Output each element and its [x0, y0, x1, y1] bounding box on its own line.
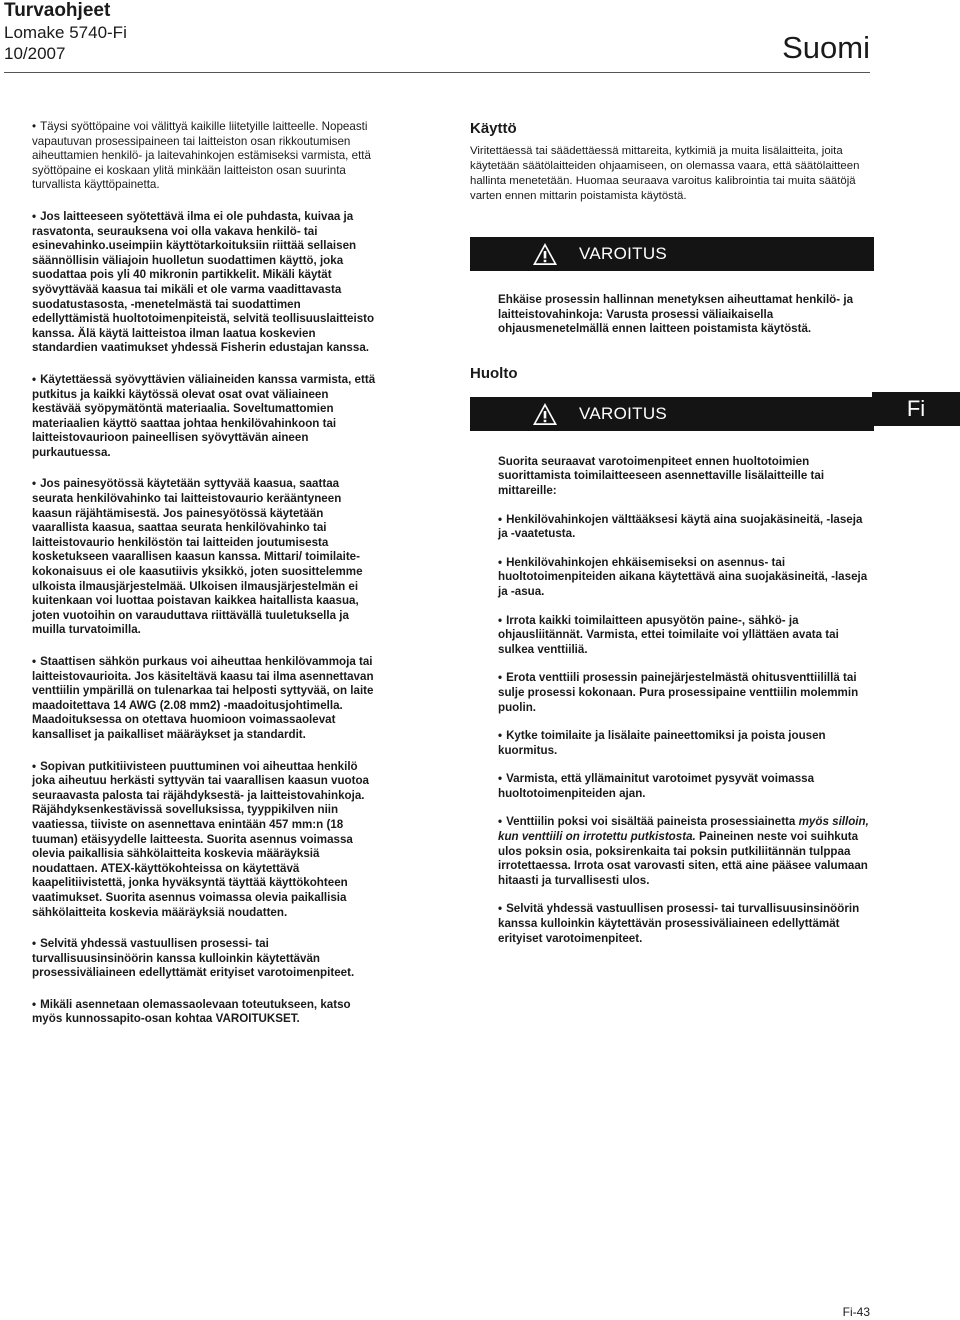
bullet-icon: •: [32, 372, 37, 386]
section-title-operation: Käyttö: [470, 120, 517, 137]
warning-label: VAROITUS: [579, 403, 668, 423]
list-item: • Jos laitteeseen syötettävä ilma ei ole puhdasta, kuivaa ja rasvatonta, seurauksena voi olla vakava henkilö- tai esinevahinko.useimpiin käyttötarkoituksiin riittää sellaisen säännöllisin väliajoin huolletun suodattimen käyttö, joka suodattaa pois yli 40 mikronin partikkelit. Mikäli käytät syövyttävää kaasua tai mikäli et ole varma vaadittavasta suodatustasosta, -menetelmästä tai suodattimen edellyttämistä huoltotoimenpiteistä, selvitä teollisuuslaitteisto kanssa. Älä käytä laitteistoa ilman laatua koskevien standardien vaatimukset yhdessä Fisherin edustajan kanssa.: [32, 209, 375, 355]
warning-banner: [470, 397, 874, 431]
italic-note: myös silloin, kun venttiili on irrotettu putkistosta.: [498, 815, 869, 844]
list-item: • Sopivan putkitiivisteen puuttuminen voi aiheuttaa henkilö joka aiheutuu herkästi syttyvän tai vaarallisen kaasun vuotoa seuraavasta palosta tai räjähdyksestä- ja laitteistovahinkoja. Räjähdyksenkestävissä sovelluksissa, tyyppikilven niin vaatiessa, tiiviste on asennettava enintään 457 mm:n (18 tuuman) etäisyydelle laitteesta. Suorita asennus voimassa olevia paikallisia sähkölaitteita koskevia määräyksiä noudattaen. ATEX-käyttökohteissa on käytettävä kaapelitiivistettä, jonka hyväksyntä täyttää käyttökohteen vaatimukset. Suorita asennus voimassa olevia paikallisia sähkölaitteita koskevia määräyksiä noudatten.: [32, 759, 369, 919]
document-date: 10/2007: [4, 44, 66, 63]
warning-banner: [470, 237, 874, 271]
warning-intro: Suorita seuraavat varotoimenpiteet ennen huoltotoimien suorittamista toimilaitteeseen asennettaville lisälaitteille tai mittareille:: [498, 454, 825, 497]
list-item: • Jos painesyötössä käytetään syttyvää kaasua, saattaa seurata henkilövahinko tai laitteistovaurio kerääntyneen kaasun räjähtämisestä. Jos painesyötössä käytetään vaarallista kaasua, saattaa seurata henkilövahinko tai laitteistovaurio henkilöstön tai laitteiden joutumisesta kosketukseen vaarallisen kaasun kanssa. Mittari/ toimilaite-kokonaisuus ei ole kaasutiivis yksikkö, joten suosittelemme ulkoista ilmausjärjestelmää. Ulkoisen ilmausjärjestelmän ei kuitenkaan voi luottaa poistavan kaikkea haitallista kaasua, joten vuotoihin on varauduttava riittävällä tuuletuksella ja muilla turvatoimilla.: [32, 477, 363, 637]
bullet-icon: •: [498, 613, 503, 627]
list-item: • Käytettäessä syövyttävien väliaineiden kanssa varmista, että putkitus ja kaikki käytössä olevat osat ovat väliaineen kestävää syöpymätöntä materiaalia. Soveltumattomien materiaalien käyttö saattaa johtaa henkilövahinkoon tai laitteistovaurioon paineellisen syövyttävän aineen purkautuessa.: [32, 372, 376, 459]
warning-triangle-icon: [532, 402, 558, 426]
bullet-icon: •: [498, 772, 503, 786]
bullet-icon: •: [498, 555, 503, 569]
list-item: • Henkilövahinkojen ehkäisemiseksi on asennus- tai huoltotoimenpiteiden aikana käytettävä aina suojakäsineitä, -laseja ja -asua.: [498, 555, 868, 598]
warning-label: VAROITUS: [579, 244, 668, 263]
warning-message: Ehkäise prosessin hallinnan menetyksen aiheuttamat henkilö- ja laitteistovahinkoja: Varusta prosessi väliaikaisella ohjausmenetelmällä ennen laitteen poistamista käytöstä.: [498, 293, 854, 336]
bullet-icon: •: [32, 477, 37, 491]
bullet-icon: •: [498, 902, 503, 916]
bullet-icon: •: [498, 815, 503, 829]
list-item: • Staattisen sähkön purkaus voi aiheuttaa henkilövammoja tai laitteistovaurioita. Jos käsiteltävä kaasu tai ilma asennettavan venttiilin ympärillä on tulenarkaa tai helposti syttyvää, on laite maadoitettava 14 AWG (2.08 mm2) -maadoitusjohtimella. Maadoituksessa on otettava huomioon voimassaolevat kansalliset ja paikalliset määräykset ja standardit.: [32, 655, 374, 741]
bullet-icon: •: [32, 209, 37, 223]
list-item: • Irrota kaikki toimilaitteen apusyötön paine-, sähkö- ja ohjausliitännät. Varmista, ettei toimilaite voi yllättäen avata tai sulkea venttiiliä.: [498, 613, 839, 656]
list-item: • Täysi syöttöpaine voi välittyä kaikille liitetyille laitteelle. Nopeasti vapautuvan prosessipaineen tai laitteiston osan rikkoutumisen aiheuttamien henkilö- ja laitevahinkojen estämiseksi varmista, että syöttöpaine ei koskaan ylitä minkään laitteiston osan suurinta turvallista käyttöpainetta.: [32, 120, 371, 192]
page-number: Fi-43: [842, 1305, 870, 1319]
bullet-icon: •: [32, 655, 37, 668]
bullet-icon: •: [498, 512, 503, 526]
document-title: Turvaohjeet: [4, 0, 111, 21]
language-label: Suomi: [782, 30, 870, 65]
bullet-icon: •: [32, 120, 37, 133]
language-tab: Fi: [872, 392, 960, 426]
form-number: Lomake 5740-Fi: [4, 23, 127, 42]
bullet-icon: •: [32, 759, 37, 773]
header-divider: [4, 72, 870, 73]
operation-body: Viritettäessä tai säädettäessä mittareita, kytkimiä ja muita lisälaitteita, joita käytetään säätölaitteiden ohjaamiseen, on olemassa vaara, että säätölaitteen hallinta menetetään. Huomaa seuraava varoitus kalibrointia tai muita säätöjä varten ennen mittarin poistamista käytöstä.: [470, 145, 860, 202]
list-item: • Henkilövahinkojen välttääksesi käytä aina suojakäsineitä, -laseja ja -vaatetusta.: [498, 512, 863, 541]
left-column: [32, 120, 380, 1044]
section-title-maintenance: Huolto: [470, 364, 518, 382]
bullet-icon: •: [32, 937, 37, 951]
list-item: • Selvitä yhdessä vastuullisen prosessi- tai turvallisuusinsinöörin kanssa kulloinkin käytettävän prosessiväliaineen edellyttämät erityiset varotoimenpiteet.: [32, 937, 355, 980]
list-item: • Varmista, että yllämainitut varotoimet pysyvät voimassa huoltotoimenpiteiden ajan.: [498, 772, 815, 800]
bullet-icon: •: [32, 997, 37, 1011]
bullet-icon: •: [498, 729, 503, 743]
list-item: • Kytke toimilaite ja lisälaite paineettomiksi ja poista jousen kuormitus.: [498, 729, 826, 757]
document-header: [4, 0, 127, 64]
warning-triangle-icon: [532, 242, 558, 266]
bullet-icon: •: [498, 671, 503, 685]
list-item: • Selvitä yhdessä vastuullisen prosessi- tai turvallisuusinsinöörin kanssa kulloinkin käytettävän prosessiväliaineen edellyttämät erityiset varotoimenpiteet.: [498, 902, 860, 945]
right-column: [470, 120, 874, 960]
list-item: • Venttiilin poksi voi sisältää paineista prosessiainetta myös silloin, kun venttiili on irrotettu putkistosta. Paineinen neste voi suihkuta ulos poksin osia, poksirenkaita tai poksin putkiliitännän tulppaa irrotettaessa. Irrota osat varovasti siten, että aine pääsee valumaan hitaasti ja turvallisesti ulos.: [498, 815, 869, 887]
list-item: • Mikäli asennetaan olemassaolevaan toteutukseen, katso myös kunnossapito-osan kohtaa VAROITUKSET.: [32, 997, 351, 1026]
list-item: • Erota venttiili prosessin painejärjestelmästä ohitusventtiilillä tai sulje prosessi kokonaan. Pura prosessipaine venttiilin molemmin puolin.: [498, 671, 859, 714]
